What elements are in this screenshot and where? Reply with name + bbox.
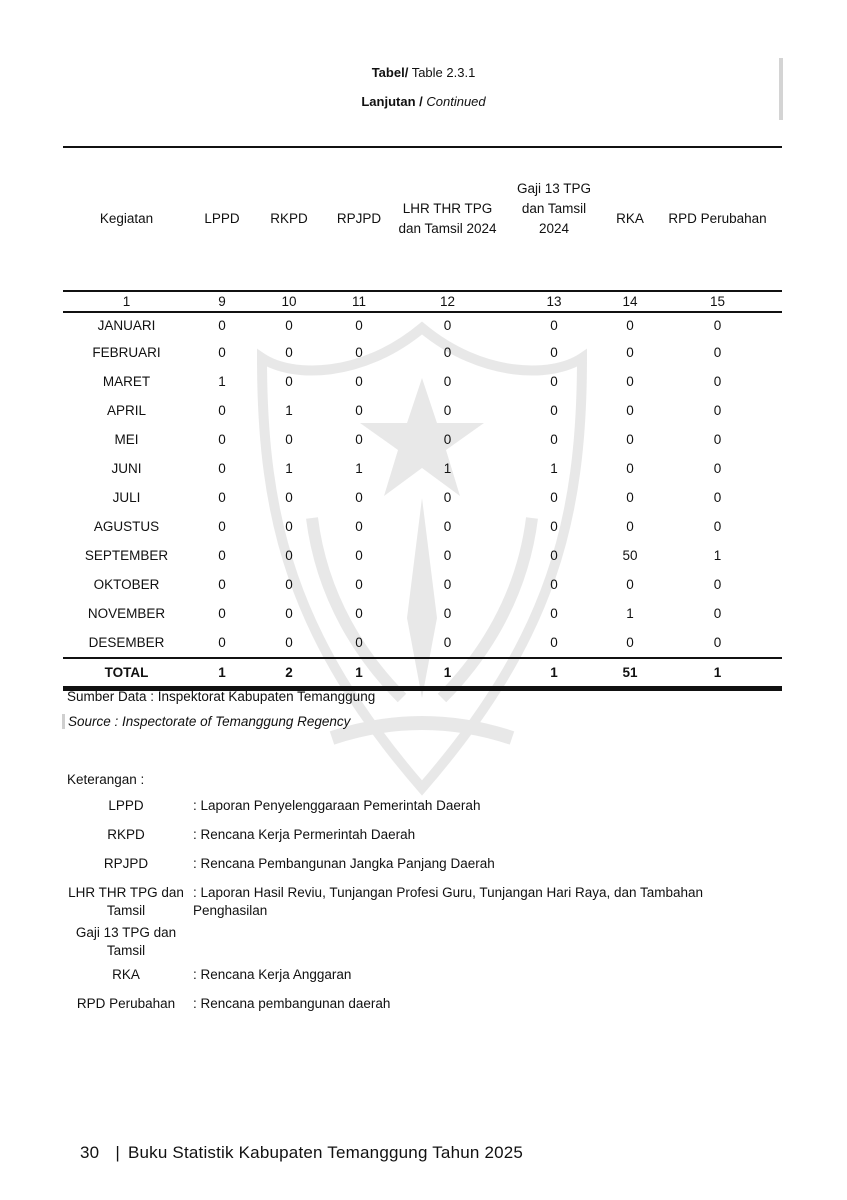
- legend-abbr: RPJPD: [103, 856, 149, 871]
- table-row: [63, 454, 782, 483]
- value-cell: 0: [713, 345, 722, 360]
- value-cell: 1: [218, 374, 226, 389]
- value-cell: 0: [443, 548, 452, 563]
- value-cell: 0: [285, 318, 293, 333]
- value-cell: 0: [218, 548, 226, 563]
- table-row: [63, 628, 782, 658]
- legend-desc: : Rencana pembangunan daerah: [193, 996, 391, 1011]
- value-cell: 0: [285, 548, 293, 563]
- value-cell: 0: [285, 374, 293, 389]
- value-cell: 0: [626, 403, 634, 418]
- month-cell: SEPTEMBER: [84, 548, 169, 563]
- value-cell: 0: [355, 345, 363, 360]
- value-cell: 0: [626, 635, 634, 650]
- legend-abbr: RPD Perubahan: [76, 996, 176, 1011]
- table-title-rest: Table 2.3.1: [408, 65, 476, 80]
- value-cell: 0: [218, 461, 226, 476]
- value-cell: 0: [713, 606, 722, 621]
- value-cell: 0: [285, 577, 293, 592]
- value-cell: 0: [550, 374, 558, 389]
- value-cell: 0: [218, 606, 226, 621]
- col-number: 10: [254, 291, 324, 312]
- value-cell: 0: [550, 548, 558, 563]
- value-cell: 0: [355, 606, 363, 621]
- value-cell: 0: [355, 403, 363, 418]
- value-cell: 50: [622, 548, 638, 563]
- value-cell: 0: [355, 548, 363, 563]
- value-cell: 0: [550, 490, 558, 505]
- value-cell: 0: [285, 345, 293, 360]
- value-cell: 0: [285, 606, 293, 621]
- value-cell: 0: [550, 519, 558, 534]
- value-cell: 0: [443, 577, 452, 592]
- value-cell: 0: [550, 577, 558, 592]
- col-header-rkpd: RKPD: [254, 147, 324, 291]
- table-row: [63, 396, 782, 425]
- value-cell: 0: [443, 519, 452, 534]
- value-cell: 1: [285, 461, 293, 476]
- value-cell: 0: [713, 519, 722, 534]
- value-cell: 0: [355, 374, 363, 389]
- value-cell: 0: [626, 519, 634, 534]
- value-cell: 1: [285, 403, 293, 418]
- col-number: 15: [653, 291, 782, 312]
- value-cell: 0: [713, 432, 722, 447]
- table-subtitle-bold: Lanjutan /: [361, 94, 423, 109]
- value-cell: 0: [550, 345, 558, 360]
- table-row: [63, 541, 782, 570]
- data-table: [63, 146, 782, 691]
- col-number: 12: [394, 291, 501, 312]
- table-row: [63, 312, 782, 338]
- col-header-kegiatan: Kegiatan: [63, 147, 190, 291]
- value-cell: 1: [355, 461, 363, 476]
- total-row: [63, 658, 782, 689]
- month-cell: NOVEMBER: [87, 606, 166, 621]
- value-cell: 0: [626, 432, 634, 447]
- value-cell: 0: [218, 519, 226, 534]
- value-cell: 0: [713, 374, 722, 389]
- value-cell: 0: [550, 635, 558, 650]
- table-row: [63, 512, 782, 541]
- table-row: [63, 367, 782, 396]
- value-cell: 0: [550, 318, 558, 333]
- col-number: 11: [324, 291, 394, 312]
- col-number: 13: [501, 291, 607, 312]
- value-cell: 0: [443, 635, 452, 650]
- page-footer: [80, 1143, 523, 1163]
- table-body: [63, 312, 782, 658]
- value-cell: 0: [218, 490, 226, 505]
- table-subtitle: [0, 94, 847, 109]
- month-cell: FEBRUARI: [92, 345, 161, 360]
- value-cell: 0: [218, 403, 226, 418]
- value-cell: 0: [550, 606, 558, 621]
- total-cell: 1: [501, 658, 607, 689]
- month-cell: OKTOBER: [93, 577, 160, 592]
- legend-abbr: RKPD: [107, 827, 145, 842]
- total-cell: 1: [394, 658, 501, 689]
- value-cell: 0: [443, 374, 452, 389]
- value-cell: 0: [443, 606, 452, 621]
- value-cell: 0: [550, 432, 558, 447]
- col-header-gaji-13: Gaji 13 TPG dan Tamsil 2024: [501, 137, 607, 281]
- value-cell: 0: [355, 635, 363, 650]
- value-cell: 0: [443, 345, 452, 360]
- col-number: 14: [607, 291, 653, 312]
- source-note-id: Sumber Data : Inspektorat Kabupaten Temanggung: [67, 689, 376, 704]
- value-cell: 0: [285, 519, 293, 534]
- legend-desc: : Rencana Pembangunan Jangka Panjang Daerah: [193, 856, 495, 871]
- legend-desc: : Laporan Hasil Reviu, Tunjangan Profesi Guru, Tunjangan Hari Raya, dan Tambahan Penghasilan: [193, 885, 704, 918]
- value-cell: 0: [443, 318, 452, 333]
- footer-separator: |: [115, 1143, 120, 1162]
- value-cell: 0: [218, 345, 226, 360]
- value-cell: 0: [713, 318, 722, 333]
- legend-desc: : Laporan Penyelenggaraan Pemerintah Daerah: [193, 798, 481, 813]
- value-cell: 0: [355, 490, 363, 505]
- value-cell: 0: [285, 635, 293, 650]
- value-cell: 0: [285, 490, 293, 505]
- legend-abbr: Gaji 13 TPG dan Tamsil: [75, 925, 177, 958]
- table-title: [0, 65, 847, 80]
- source-note-en: Source : Inspectorate of Temanggung Regency: [62, 714, 350, 729]
- legend-abbr: LPPD: [108, 798, 144, 813]
- value-cell: 0: [713, 577, 722, 592]
- total-label: TOTAL: [63, 658, 190, 689]
- total-cell: 1: [653, 658, 782, 689]
- value-cell: 0: [355, 318, 363, 333]
- value-cell: 0: [218, 577, 226, 592]
- value-cell: 0: [443, 490, 452, 505]
- col-header-rka: RKA: [607, 147, 653, 291]
- col-header-rpd-perubahan: RPD Perubahan: [653, 147, 782, 291]
- value-cell: 0: [626, 577, 634, 592]
- month-cell: APRIL: [106, 403, 147, 418]
- value-cell: 0: [626, 345, 634, 360]
- col-header-lhr-thr: LHR THR TPG dan Tamsil 2024: [394, 147, 501, 291]
- value-cell: 0: [626, 374, 634, 389]
- month-cell: DESEMBER: [88, 635, 165, 650]
- col-number: 1: [63, 291, 190, 312]
- value-cell: 0: [355, 432, 363, 447]
- month-cell: AGUSTUS: [93, 519, 160, 534]
- value-cell: 0: [626, 461, 634, 476]
- value-cell: 0: [626, 490, 634, 505]
- legend-title: Keterangan :: [67, 772, 145, 787]
- value-cell: 0: [713, 490, 722, 505]
- total-cell: 1: [324, 658, 394, 689]
- value-cell: 0: [285, 432, 293, 447]
- value-cell: 0: [443, 432, 452, 447]
- table-row: [63, 425, 782, 454]
- table-row: [63, 570, 782, 599]
- value-cell: 0: [443, 403, 452, 418]
- value-cell: 1: [550, 461, 558, 476]
- col-header-lppd: LPPD: [190, 147, 254, 291]
- table-row: [63, 483, 782, 512]
- month-cell: JUNI: [111, 461, 142, 476]
- value-cell: 0: [218, 318, 226, 333]
- column-number-row: [63, 291, 782, 312]
- table-title-bold: Tabel/: [371, 65, 409, 80]
- value-cell: 1: [626, 606, 634, 621]
- page-number: 30: [80, 1143, 100, 1162]
- month-cell: JANUARI: [97, 318, 156, 333]
- value-cell: 0: [355, 519, 363, 534]
- legend-abbr: LHR THR TPG dan Tamsil: [68, 885, 184, 918]
- total-cell: 1: [190, 658, 254, 689]
- table-header-row: [63, 147, 782, 291]
- value-cell: 0: [355, 577, 363, 592]
- month-cell: MARET: [102, 374, 151, 389]
- book-title: Buku Statistik Kabupaten Temanggung Tahun 2025: [127, 1143, 524, 1162]
- value-cell: 0: [713, 461, 722, 476]
- col-number: 9: [190, 291, 254, 312]
- col-header-rpjpd: RPJPD: [324, 147, 394, 291]
- value-cell: 1: [713, 548, 722, 563]
- value-cell: 0: [218, 635, 226, 650]
- month-cell: JULI: [112, 490, 141, 505]
- table-row: [63, 338, 782, 367]
- legend-abbr: RKA: [112, 967, 140, 982]
- value-cell: 0: [713, 403, 722, 418]
- total-cell: 51: [607, 658, 653, 689]
- table-row: [63, 599, 782, 628]
- month-cell: MEI: [114, 432, 139, 447]
- legend-desc: : Rencana Kerja Permerintah Daerah: [193, 827, 416, 842]
- value-cell: 0: [218, 432, 226, 447]
- legend-desc: : Rencana Kerja Anggaran: [193, 967, 352, 982]
- value-cell: 0: [713, 635, 722, 650]
- table-subtitle-italic: Continued: [422, 94, 486, 109]
- value-cell: 1: [443, 461, 452, 476]
- value-cell: 0: [550, 403, 558, 418]
- value-cell: 0: [626, 318, 634, 333]
- total-cell: 2: [254, 658, 324, 689]
